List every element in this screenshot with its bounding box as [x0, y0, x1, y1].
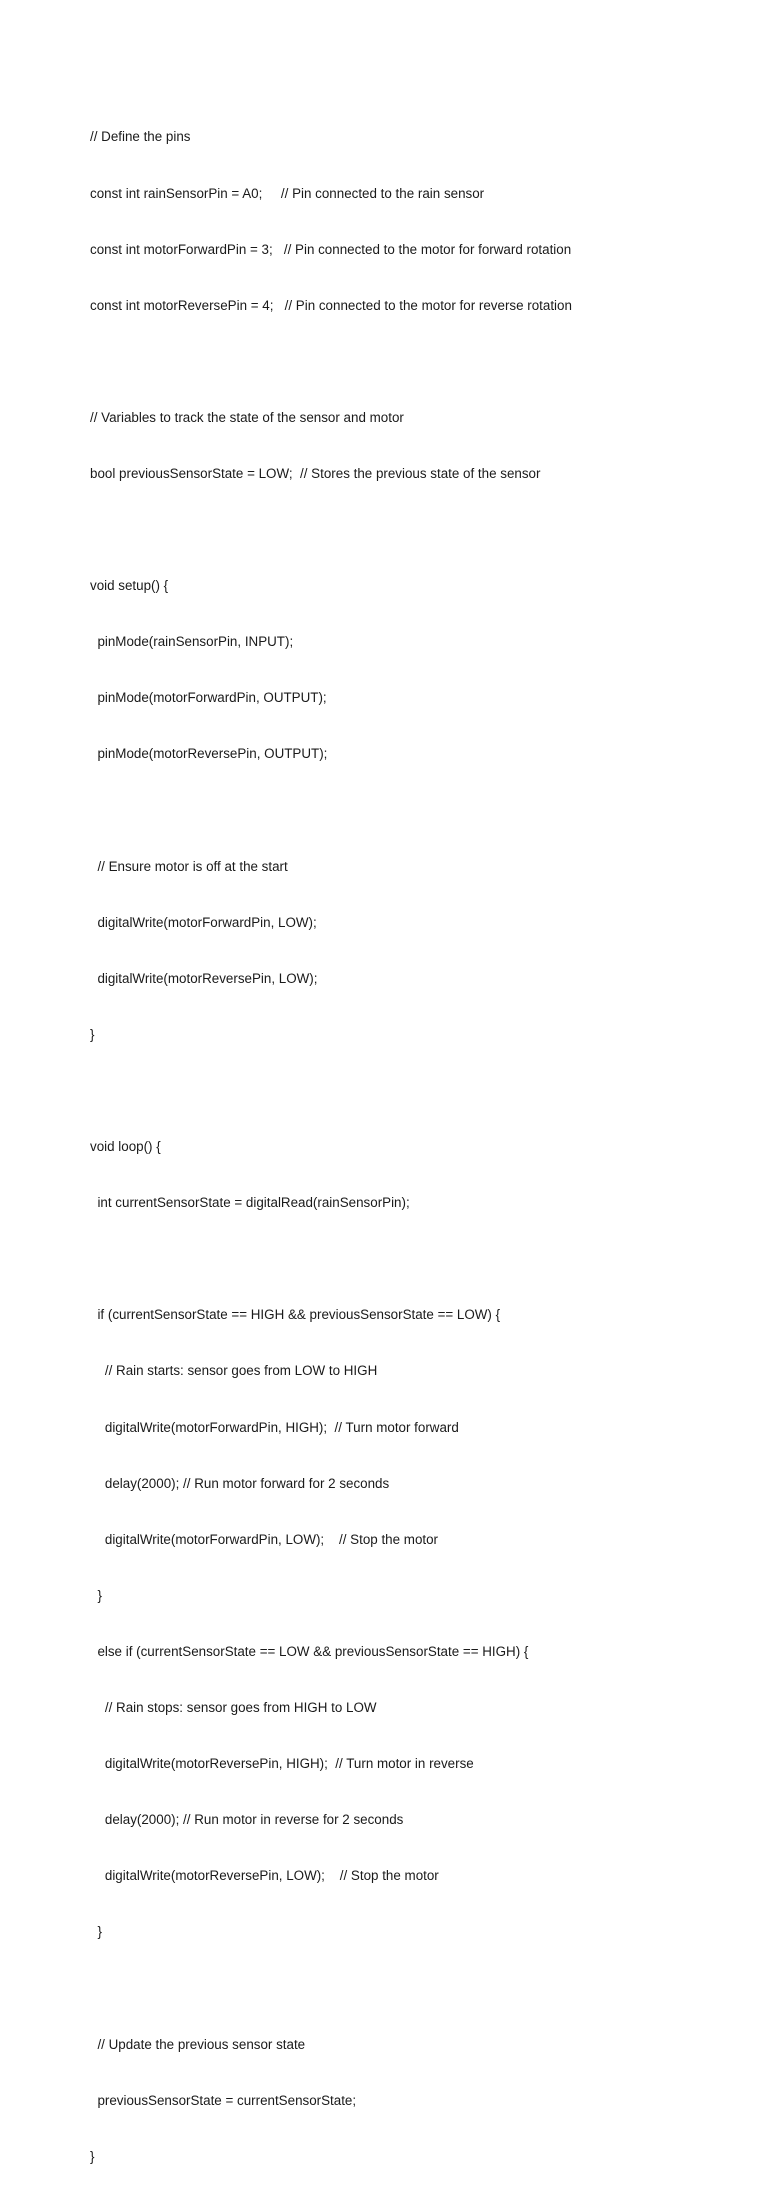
- code-line: digitalWrite(motorReversePin, HIGH); // Turn motor in reverse: [90, 1756, 474, 1772]
- code-line: else if (currentSensorState == LOW && previousSensorState == HIGH) {: [90, 1643, 529, 1659]
- code-line: const int motorReversePin = 4; // Pin connected to the motor for reverse rotation: [90, 297, 572, 313]
- code-line: }: [90, 1587, 102, 1603]
- code-line: digitalWrite(motorReversePin, LOW);: [90, 970, 318, 986]
- code-line: digitalWrite(motorForwardPin, LOW);: [90, 914, 317, 930]
- code-line: // Ensure motor is off at the start: [90, 858, 288, 874]
- code-line: // Rain starts: sensor goes from LOW to HIGH: [90, 1363, 378, 1379]
- code-line: // Variables to track the state of the sensor and motor: [90, 409, 404, 425]
- code-line: digitalWrite(motorReversePin, LOW); // Stop the motor: [90, 1868, 439, 1884]
- code-line: }: [90, 1924, 102, 1940]
- code-line: void setup() {: [90, 578, 169, 594]
- code-line: pinMode(motorForwardPin, OUTPUT);: [90, 690, 327, 706]
- code-line: const int motorForwardPin = 3; // Pin connected to the motor for forward rotation: [90, 241, 572, 257]
- code-line: if (currentSensorState == HIGH && previousSensorState == LOW) {: [90, 1307, 501, 1323]
- code-line: bool previousSensorState = LOW; // Stores the previous state of the sensor: [90, 465, 541, 481]
- code-line: [90, 353, 750, 372]
- code-line: int currentSensorState = digitalRead(rainSensorPin);: [90, 1195, 410, 1211]
- code-line: previousSensorState = currentSensorState;: [90, 2092, 357, 2108]
- code-line: delay(2000); // Run motor forward for 2 seconds: [90, 1475, 390, 1491]
- code-line: void loop() {: [90, 1139, 161, 1155]
- code-line: pinMode(rainSensorPin, INPUT);: [90, 634, 294, 650]
- code-line: [90, 521, 750, 540]
- code-line: const int rainSensorPin = A0; // Pin connected to the rain sensor: [90, 185, 485, 201]
- code-line: // Update the previous sensor state: [90, 2036, 306, 2052]
- code-line: [90, 1250, 750, 1269]
- code-line: // Define the pins: [90, 129, 191, 145]
- code-line: }: [90, 2148, 95, 2164]
- code-text-block: [90, 91, 750, 2204]
- code-line: pinMode(motorReversePin, OUTPUT);: [90, 746, 328, 762]
- code-line: }: [90, 1026, 95, 1042]
- code-line: [90, 1980, 750, 1999]
- code-line: // Rain stops: sensor goes from HIGH to LOW: [90, 1700, 377, 1716]
- code-line: [90, 1082, 750, 1101]
- code-line: [90, 802, 750, 821]
- code-line: digitalWrite(motorForwardPin, HIGH); // Turn motor forward: [90, 1419, 459, 1435]
- code-line: digitalWrite(motorForwardPin, LOW); // Stop the motor: [90, 1531, 439, 1547]
- code-line: delay(2000); // Run motor in reverse for 2 seconds: [90, 1812, 404, 1828]
